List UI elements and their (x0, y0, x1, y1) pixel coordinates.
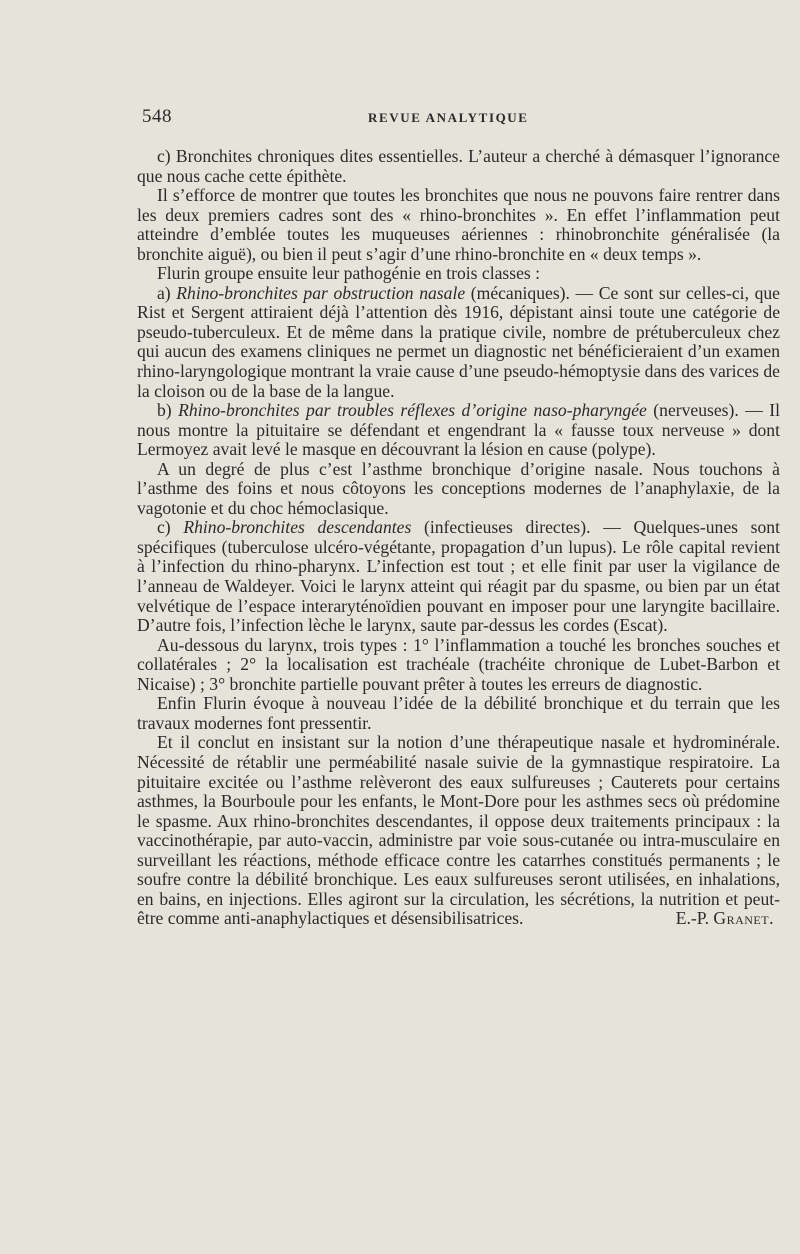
paragraph (137, 147, 780, 186)
paragraph (137, 284, 780, 401)
text-run: (nerveuses). — Il nous montre la pituitaire se défendant et engendrant la « fausse toux nerveuse » dont Lermoyez avait levé le masque en découvrant la lésion en cause (polype). (137, 400, 781, 460)
text-run: b) (157, 400, 179, 421)
text-run: A un degré de plus c’est l’asthme bronchique d’origine nasale. Nous touchons à l’asthme des foins et nous côtoyons les conceptions modernes de l’anaphylaxie, de la vagotonie et du choc hémoclasique. (137, 458, 780, 518)
paragraph (137, 636, 780, 695)
paragraph (137, 518, 780, 635)
text-run: Enfin Flurin évoque à nouveau l’idée de la débilité bronchique et du terrain que les travaux modernes font pressentir. (137, 693, 780, 733)
paragraph-list (137, 147, 780, 929)
author-initials: E.-P. (675, 908, 709, 929)
text-run: (mécaniques). — Ce sont sur celles-ci, que Rist et Sergent attiraient déjà l’attention dès 1916, dépistant ainsi toute une catégorie de pseudo-tuberculeux. Et de même dans la pratique civile, nombre de prétuberculeux chez qui aucun des examens cliniques ne permet un diagnostic net bénéficieraient d’un examen rhino-laryngologique montrant la vraie cause d’une pseudo-hémoptysie dans des varices de la cloison ou de la base de la langue. (137, 282, 780, 401)
page-number: 548 (142, 106, 172, 127)
text-run: Flurin groupe ensuite leur pathogénie en trois classes : (157, 263, 541, 284)
article-body (137, 147, 780, 929)
paragraph (137, 264, 780, 284)
text-run: Il s’efforce de montrer que toutes les bronchites que nous ne pouvons faire rentrer dans les deux premiers cadres sont des « rhino-bronchites ». En effet l’inflammation peut atteindre d’emblée toutes les muqueuses aériennes : rhinobronchite généralisée (la bronchite aiguë), ou bien il peut s’agir d’une rhino-bronchite en « deux temps ». (137, 185, 780, 264)
page-header (142, 106, 782, 128)
author-surname: Granet. (713, 908, 774, 929)
text-run: a) (157, 282, 177, 303)
italic-heading: Rhino-bronchites par obstruction nasale (176, 282, 466, 303)
paragraph (137, 401, 780, 460)
paragraph (137, 733, 780, 928)
text-run: Au-dessous du larynx, trois types : 1° l’inflammation a touché les bronches souches et collatérales ; 2° la localisation est trachéale (trachéite chronique de Lubet-Barbon et Nicaise) ; 3° bronchite partielle pouvant prêter à toutes les erreurs de diagnostic. (137, 634, 780, 694)
running-title: REVUE ANALYTIQUE (368, 110, 529, 125)
text-run: (infectieuses directes). — Quelques-unes sont spécifiques (tuberculose ulcéro-végétante, propagation d’un lupus). Le rôle capital revient à l’infection du rhino-pharynx. L’infection est tout ; et elle finit par user la vigilance de l’anneau de Waldeyer. Voici le larynx atteint qui réagit par du spasme, ou bien par un état velvétique de l’espace interaryténoïdien pouvant en imposer pour une laryngite bacillaire. D’autre fois, l’infection lèche le larynx, saute par-dessus les cordes (Escat). (137, 517, 780, 636)
text-run: c) (157, 517, 184, 538)
text-run: Et il conclut en insistant sur la notion d’une thérapeutique nasale et hydrominérale. Nécessité de rétablir une perméabilité nasale suivie de la gymnastique respiratoire. La pituitaire excitée ou l’asthme relèveront des eaux sulfureuses ; Cauterets pour certains asthmes, la Bourboule pour les enfants, le Mont-Dore pour les asthmes secs où prédomine le spasme. Aux rhino-bronchites descendantes, il oppose deux traitements principaux : la vaccinothérapie, par auto-vaccin, administre par voie sous-cutanée ou intra-musculaire en surveillant les réactions, méthode efficace contre les catarrhes constitués permanents ; le soufre contre la débilité bronchique. Les eaux sulfureuses seront utilisées, en inhalations, en bains, en injections. Elles agiront sur la circulation, les sécrétions, la nutrition et peut-être comme anti-anaphylactiques et désensibilisatrices. (137, 732, 780, 929)
paragraph (137, 186, 780, 264)
paragraph (137, 694, 780, 733)
paragraph (137, 460, 780, 519)
italic-heading: Rhino-bronchites par troubles réflexes d’origine naso-pharyngée (178, 400, 647, 421)
italic-heading: Rhino-bronchites descendantes (183, 517, 412, 538)
text-run: c) Bronchites chroniques dites essentielles. L’auteur a cherché à démasquer l’ignorance que nous cache cette épithète. (137, 146, 780, 186)
